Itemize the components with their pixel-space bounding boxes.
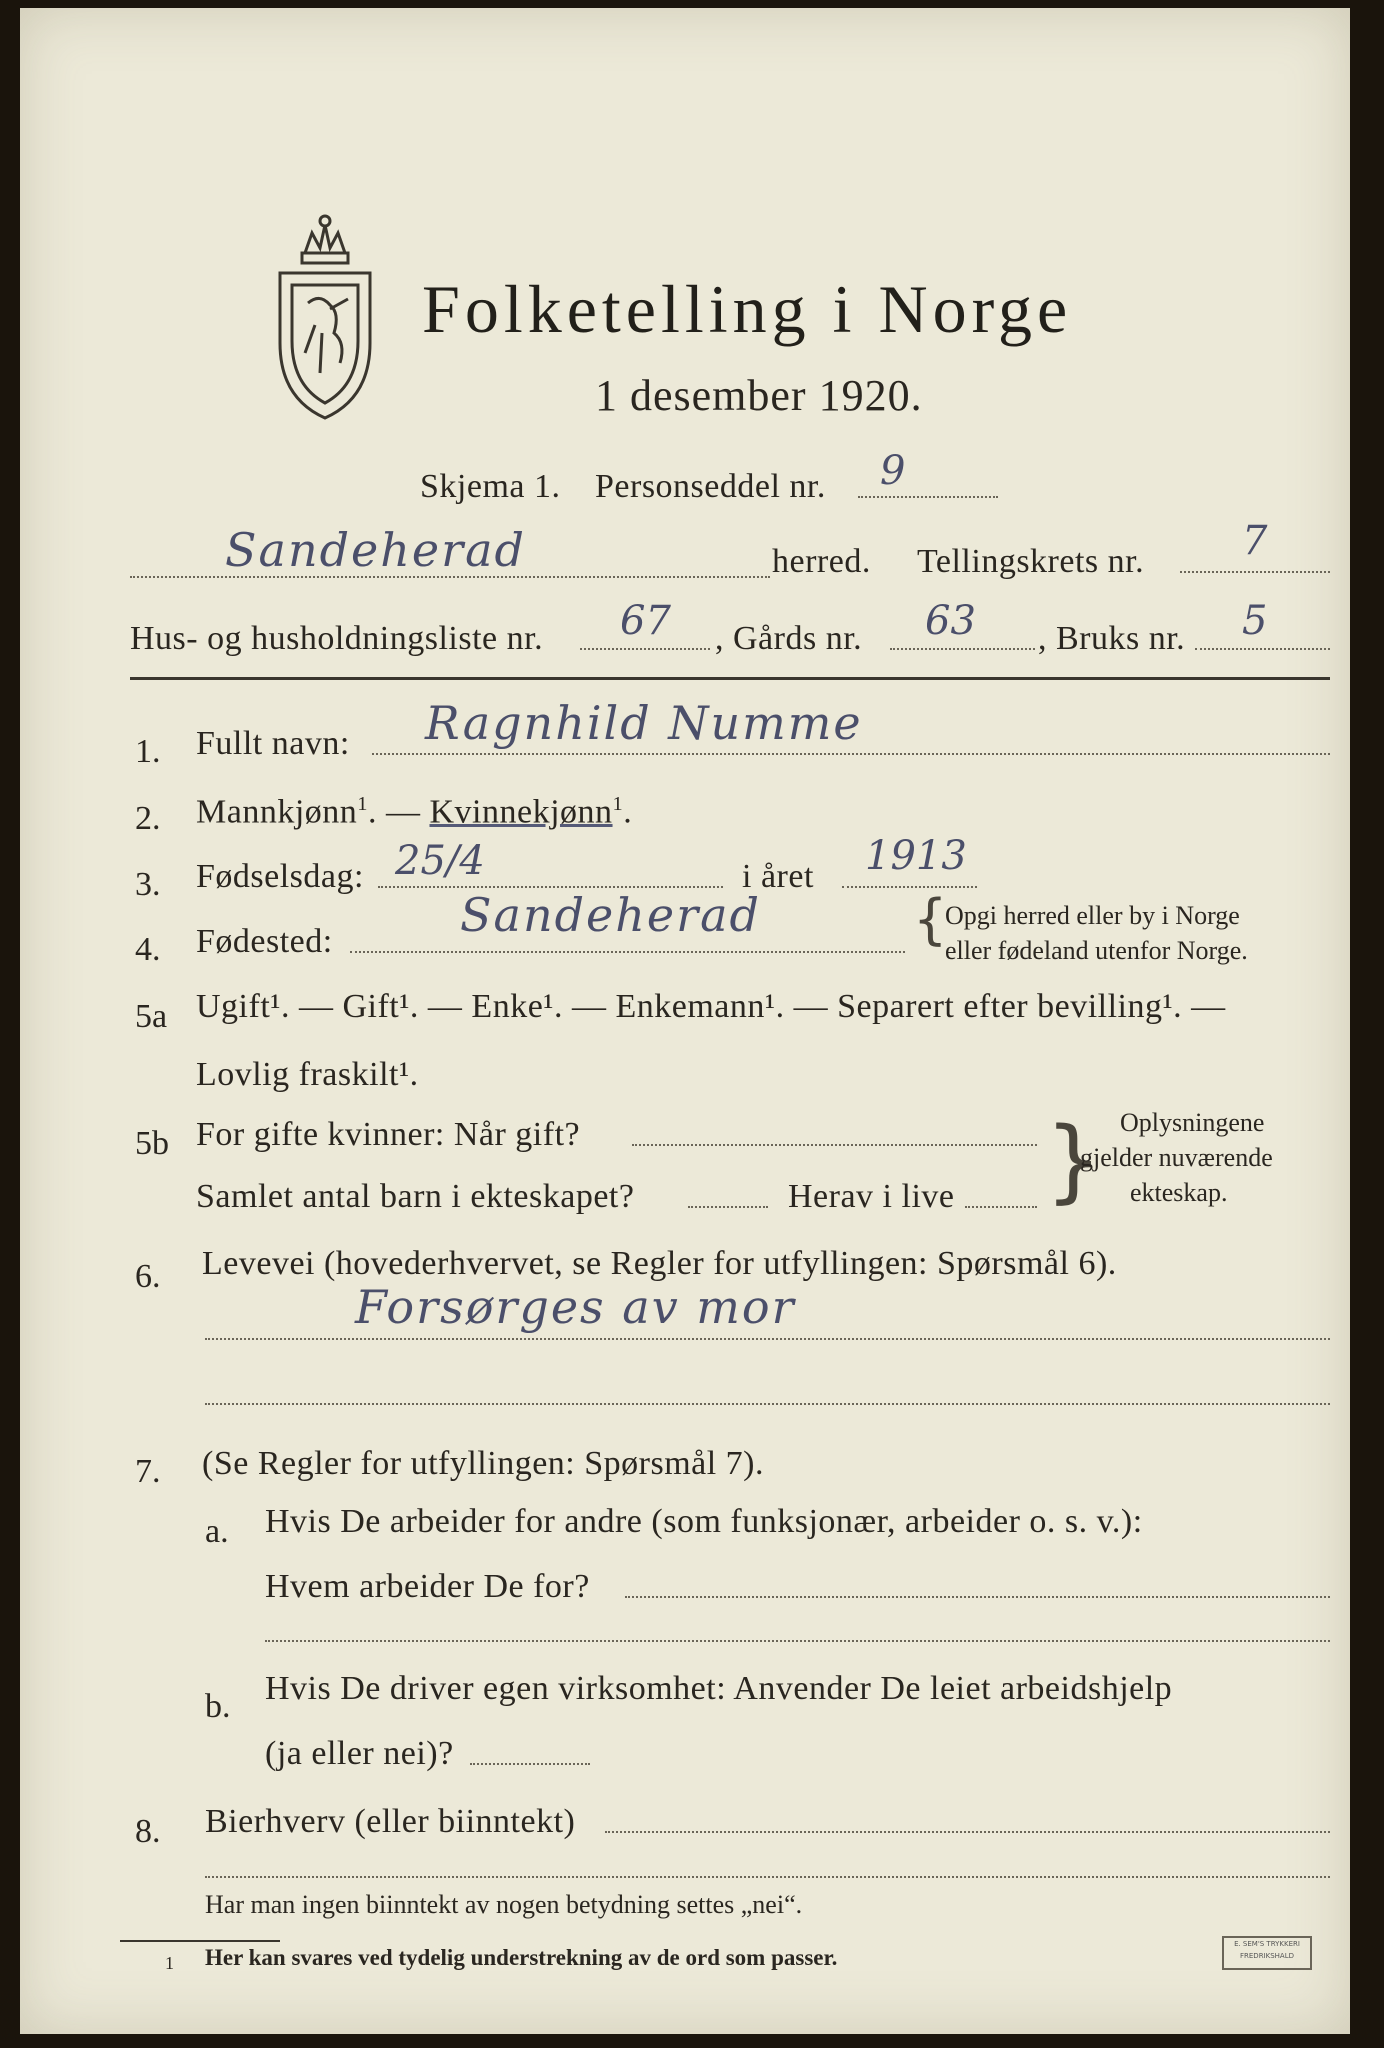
- q1-line: [372, 753, 1330, 755]
- form-title: Folketelling i Norge: [422, 271, 1073, 347]
- q7b-question: (ja eller nei)?: [265, 1735, 454, 1772]
- q2-kvinnekjonn-footnote-mark: 1: [612, 793, 624, 815]
- q7b-letter: b.: [205, 1688, 231, 1725]
- q7a-line-2: [265, 1640, 1330, 1642]
- q7a-letter: a.: [205, 1513, 229, 1550]
- gards-value: 63: [925, 598, 976, 644]
- personseddel-label: Personseddel nr.: [595, 468, 826, 505]
- q6-value: Forsørges av mor: [355, 1280, 796, 1334]
- footnote-text: Her kan svares ved tydelig understrekning av de ord som passer.: [205, 1945, 838, 1970]
- q7b-text: Hvis De driver egen virksomhet: Anvender De leiet arbeidshjelp: [265, 1670, 1173, 1707]
- q5b-note-3: ekteskap.: [1130, 1178, 1228, 1207]
- q5b-alive-line: [965, 1206, 1037, 1208]
- q4-number: 4.: [135, 931, 161, 968]
- hus-line: [580, 648, 710, 650]
- q7a-question: Hvem arbeider De for?: [265, 1568, 590, 1605]
- q4-label: Fødested:: [196, 923, 333, 960]
- bruks-line: [1195, 648, 1330, 650]
- q7b-line: [470, 1763, 590, 1765]
- q6-line-2: [205, 1403, 1330, 1405]
- q1-value: Ragnhild Numme: [425, 696, 863, 750]
- q7a-line-1: [625, 1596, 1330, 1598]
- q5a-line-1: Ugift¹. — Gift¹. — Enke¹. — Enkemann¹. — Separert efter bevilling¹. —: [196, 988, 1226, 1025]
- q5b-line-1: For gifte kvinner: Når gift?: [196, 1116, 581, 1153]
- q3-year-line: [842, 886, 977, 888]
- q5b-married-line: [632, 1144, 1037, 1146]
- q2-end: .: [623, 793, 633, 831]
- q4-line: [350, 951, 905, 953]
- q3-year-label: i året: [742, 858, 814, 895]
- q5a-line-2: Lovlig fraskilt¹.: [196, 1056, 419, 1093]
- q2-number: 2.: [135, 800, 161, 837]
- q8-line-1: [605, 1831, 1330, 1833]
- q4-value: Sandeherad: [460, 888, 761, 942]
- gards-line: [890, 648, 1035, 650]
- q3-number: 3.: [135, 866, 161, 903]
- herred-label: herred.: [772, 543, 871, 580]
- form-date: 1 desember 1920.: [595, 371, 923, 420]
- q2-separator: . —: [367, 793, 430, 831]
- q8-line-2: [205, 1876, 1330, 1878]
- tellingskrets-value: 7: [1242, 518, 1268, 564]
- herred-value: Sandeherad: [225, 523, 526, 577]
- gards-label: , Gårds nr.: [715, 620, 863, 657]
- q6-number: 6.: [135, 1258, 161, 1295]
- q1-label: Fullt navn:: [196, 725, 350, 762]
- bruks-value: 5: [1242, 598, 1268, 644]
- q7a-text: Hvis De arbeider for andre (som funksjonær, arbeider o. s. v.):: [265, 1503, 1143, 1540]
- q2-mannkjonn-footnote-mark: 1: [357, 793, 368, 815]
- q6-line-1: [205, 1338, 1330, 1340]
- q5b-note-2: gjelder nuværende: [1080, 1143, 1273, 1172]
- q3-value: 25/4: [395, 838, 485, 884]
- q5b-note-1: Oplysningene: [1120, 1108, 1265, 1137]
- q1-number: 1.: [135, 733, 161, 770]
- header-divider: [130, 677, 1330, 680]
- tellingskrets-label: Tellingskrets nr.: [917, 543, 1145, 580]
- q3-year-value: 1913: [865, 833, 967, 879]
- q2-mannkjonn: Mannkjønn: [196, 793, 358, 831]
- skjema-label: Skjema 1.: [420, 468, 561, 505]
- biinntekt-note: Har man ingen biinntekt av nogen betydning settes „nei“.: [205, 1890, 803, 1919]
- q8-number: 8.: [135, 1813, 161, 1850]
- q7-number: 7.: [135, 1453, 161, 1490]
- footnote-mark: 1: [165, 1953, 174, 1973]
- q2-kvinnekjonn: Kvinnekjønn: [429, 793, 613, 831]
- hus-label: Hus- og husholdningsliste nr.: [130, 620, 544, 657]
- q5b-line-2a: Samlet antal barn i ekteskapet?: [196, 1178, 635, 1215]
- bruks-label: , Bruks nr.: [1038, 620, 1186, 657]
- q8-label: Bierhverv (eller biinntekt): [205, 1803, 576, 1840]
- q4-note-1: Opgi herred eller by i Norge: [945, 901, 1240, 930]
- footnote-divider: [120, 1940, 280, 1942]
- q5a-number: 5a: [135, 998, 168, 1035]
- personseddel-value: 9: [880, 448, 906, 494]
- q5b-number: 5b: [135, 1125, 169, 1162]
- q3-label: Fødselsdag:: [196, 858, 364, 895]
- q2-text: [196, 793, 632, 831]
- census-form-sheet: [20, 8, 1350, 2034]
- personseddel-line: [858, 496, 998, 498]
- tellingskrets-line: [1180, 571, 1330, 573]
- q4-brace: {: [913, 888, 948, 951]
- q5b-brace: }: [1045, 1108, 1103, 1213]
- q4-note-2: eller fødeland utenfor Norge.: [945, 936, 1248, 965]
- q5b-line-2b: Herav i live: [788, 1178, 955, 1215]
- norway-coat-of-arms-icon: [260, 213, 390, 423]
- hus-value: 67: [620, 598, 671, 644]
- printer-stamp: E. SEM'S TRYKKERI FREDRIKSHALD: [1222, 1936, 1312, 1970]
- q7-label: (Se Regler for utfyllingen: Spørsmål 7).: [202, 1445, 765, 1482]
- q5b-children-line: [688, 1206, 768, 1208]
- q6-label: Levevei (hovederhvervet, se Regler for utfyllingen: Spørsmål 6).: [202, 1245, 1117, 1282]
